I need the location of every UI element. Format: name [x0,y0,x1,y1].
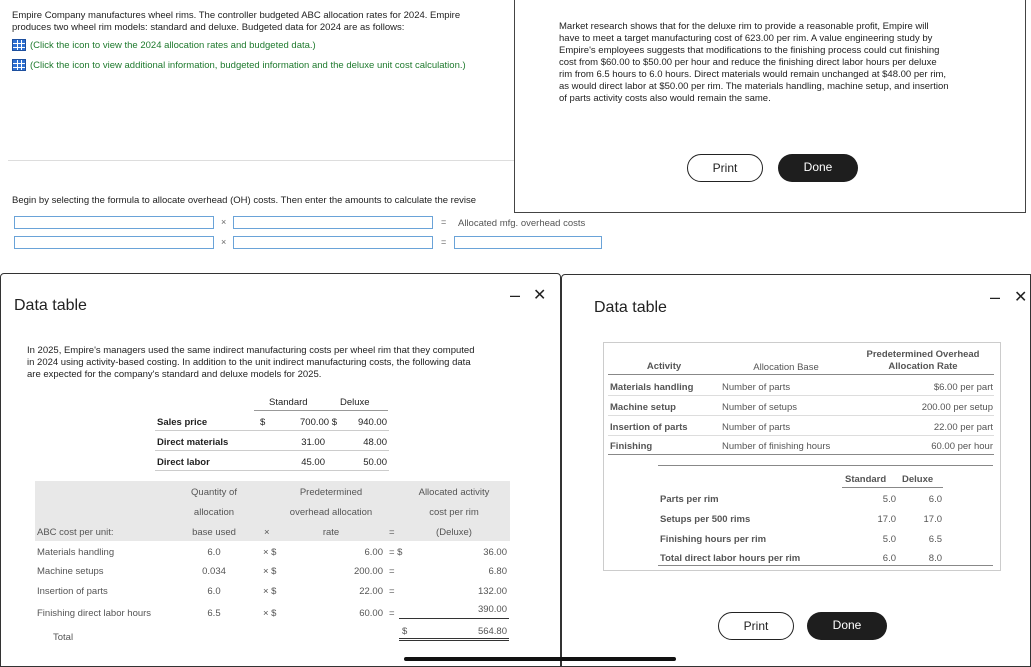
rate-header-2: overhead allocation [289,507,373,518]
value-standard: 31.00 [301,437,325,448]
alloc-header-3: (Deluxe) [436,527,472,538]
formula-instruction: Begin by selecting the formula to allocate overhead (OH) costs. Then enter the amounts to calculate the revise [12,195,476,206]
activity-rate: 60.00 per hour [931,441,993,452]
total-label: Total [53,632,74,643]
equals-sign: = [441,237,447,247]
budget-col-standard: Standard [845,474,887,485]
abc-row-label: Materials handling [37,547,115,558]
budget-standard: 5.0 [882,534,896,545]
close-icon[interactable]: ✕ [1014,289,1028,306]
activity-rate: 200.00 per setup [921,402,993,413]
popup-text-2: have to meet a target manufacturing cost of 623.00 per rim. A value engineering study by [559,33,933,44]
head-allocation-base: Allocation Base [753,362,819,373]
budget-label: Parts per rim [660,494,719,505]
activity-base: Number of parts [722,382,791,393]
description-3: are expected for the company's standard and deluxe models for 2025. [27,369,322,380]
total-double-underline-2 [399,640,509,641]
value-standard: 700.00 $ [300,417,337,428]
abc-row-rate: 22.00 [359,586,383,597]
budget-label: Finishing hours per rim [660,534,767,545]
popup-text-4: cost from $60.00 to $50.00 per hour and reduce the finishing direct labor hours per deluxe [559,57,937,68]
budget-top-rule [658,465,993,466]
budget-standard: 5.0 [882,494,896,505]
activity-rate: 22.00 per part [933,422,993,433]
abc-row-eq: = [389,608,395,619]
formula-input-1a[interactable] [14,216,214,229]
alloc-header-1: Allocated activity [418,487,490,498]
data-table-window-right [561,274,1031,667]
total-double-underline-1 [399,638,509,639]
abc-row-alloc: 6.80 [488,566,507,577]
equals-sign: = [389,527,395,538]
budget-standard: 17.0 [877,514,896,525]
col-header-standard: Standard [269,397,308,408]
minimize-icon[interactable]: – [990,287,1001,307]
abc-row-alloc: 132.00 [477,586,507,597]
print-button[interactable]: Print [687,154,763,182]
popup-text-1: Market research shows that for the deluxe rim to provide a reasonable profit, Empire will [559,21,929,32]
minimize-icon[interactable]: – [510,285,521,305]
row-divider [155,450,389,451]
times-sign: × [221,237,227,247]
row-divider [608,415,994,416]
popup-text-7: of parts activity costs also would remain the same. [559,93,771,104]
window-title: Data table [14,297,87,314]
abc-row-mult: × $ [263,608,277,619]
value-deluxe: 48.00 [363,437,387,448]
row-divider [155,470,389,471]
link-allocation-rates-text[interactable]: (Click the icon to view the 2024 allocation rates and budgeted data.) [30,39,316,51]
head-rate-1: Predetermined Overhead [866,349,980,360]
abc-row-label: Insertion of parts [37,586,108,597]
activity-name: Materials handling [610,382,694,393]
row-divider [608,435,994,436]
row-label: Sales price [157,417,208,428]
description-1: In 2025, Empire's managers used the same indirect manufacturing costs per wheel rim that they computed [27,345,475,356]
table-icon[interactable] [12,59,26,71]
table-icon[interactable] [12,39,26,51]
dollar-sign: $ [260,417,266,428]
times-sign: × [221,217,227,227]
value-standard: 45.00 [301,457,325,468]
close-icon[interactable]: ✕ [533,287,547,304]
abc-row-mult: × $ [263,547,277,558]
activity-rate: $6.00 per part [933,382,993,393]
rate-header-3: rate [322,527,340,538]
print-button[interactable]: Print [718,612,794,640]
abc-row-eq: = [389,566,395,577]
abc-row-rate: 60.00 [359,608,383,619]
formula-input-1b[interactable] [233,216,433,229]
budget-deluxe: 8.0 [928,553,942,564]
head-activity: Activity [646,361,682,372]
equals-sign: = [441,217,447,227]
popup-text-3: Empire's employees suggests that modifications to the finishing process could cut finishing [559,45,940,56]
activity-name: Machine setup [610,402,676,413]
description-2: in 2024 using activity-based costing. In addition to the unit indirect manufacturing costs, the following data [27,357,471,368]
abc-row-rate: 200.00 [353,566,383,577]
info-popup [514,0,1026,213]
value-deluxe: 50.00 [363,457,387,468]
activity-base: Number of parts [722,422,791,433]
budget-bottom-rule [658,565,993,566]
allocated-overhead-label: Allocated mfg. overhead costs [458,218,586,229]
qty-header-2: allocation [193,507,235,518]
total-dollar: $ [402,626,408,637]
abc-row-eq: = $ [389,547,403,558]
formula-result-input[interactable] [454,236,602,249]
qty-header-3: base used [192,527,236,538]
value-deluxe: 940.00 [357,417,387,428]
activity-base: Number of finishing hours [722,441,831,452]
qty-header-1: Quantity of [191,487,237,498]
abc-row-label: Machine setups [37,566,104,577]
popup-text-5: rim from 6.5 hours to 6.0 hours. Direct materials would remain unchanged at $48.00 per rim, [559,69,947,80]
budget-deluxe: 17.0 [923,514,942,525]
window-title: Data table [594,299,667,316]
budget-standard: 6.0 [882,553,896,564]
divider [8,160,514,161]
formula-input-2a[interactable] [14,236,214,249]
popup-text-6: as would direct labor at $50.00 per rim. The materials handling, machine setup, and insertion [559,81,949,92]
row-divider [608,395,994,396]
alloc-header-2: cost per rim [429,507,479,518]
intro-line-2: produces two wheel rim models: standard and deluxe. Budgeted data for 2024 are as follows: [12,22,405,33]
budget-deluxe: 6.0 [928,494,942,505]
abc-row-eq: = [389,586,395,597]
abc-label: ABC cost per unit: [37,527,114,538]
done-button[interactable]: Done [778,154,858,182]
abc-row-qty: 6.0 [207,547,221,558]
rate-header-1: Predetermined [299,487,363,498]
activity-name: Finishing [610,441,653,452]
intro-line-1: Empire Company manufactures wheel rims. The controller budgeted ABC allocation rates for 2024. Empire [12,10,461,21]
abc-row-label: Finishing direct labor hours [37,608,152,619]
row-label: Direct labor [157,457,210,468]
abc-row-mult: × $ [263,586,277,597]
abc-row-alloc: 36.00 [483,547,507,558]
row-label: Direct materials [157,437,229,448]
home-indicator [404,657,676,661]
abc-row-qty: 6.0 [207,586,221,597]
link-additional-info[interactable] [12,59,466,71]
row-divider [608,454,994,455]
budget-deluxe: 6.5 [928,534,942,545]
abc-row-mult: × $ [263,566,277,577]
budget-label: Total direct labor hours per rim [660,553,801,564]
abc-row-qty: 6.5 [207,608,221,619]
data-table-window-left [0,273,561,667]
total-divider [399,618,509,619]
link-allocation-rates[interactable] [12,39,316,51]
abc-row-rate: 6.00 [364,547,383,558]
head-underline [608,374,994,375]
header-underline [254,410,388,411]
link-additional-info-text[interactable]: (Click the icon to view additional information, budgeted information and the deluxe unit cost calculation.) [30,59,466,71]
row-divider [155,430,389,431]
times-sign: × [264,527,270,538]
abc-row-qty: 0.034 [202,566,226,577]
activity-name: Insertion of parts [610,422,688,433]
head-rate-2: Allocation Rate [888,361,958,372]
abc-row-alloc: 390.00 [477,604,507,615]
formula-input-2b[interactable] [233,236,433,249]
budget-header-rule [842,487,943,488]
budget-label: Setups per 500 rims [660,514,751,525]
col-header-deluxe: Deluxe [340,397,370,408]
done-button[interactable]: Done [807,612,887,640]
budget-col-deluxe: Deluxe [902,474,934,485]
activity-base: Number of setups [722,402,797,413]
total-value: 564.80 [477,626,507,637]
